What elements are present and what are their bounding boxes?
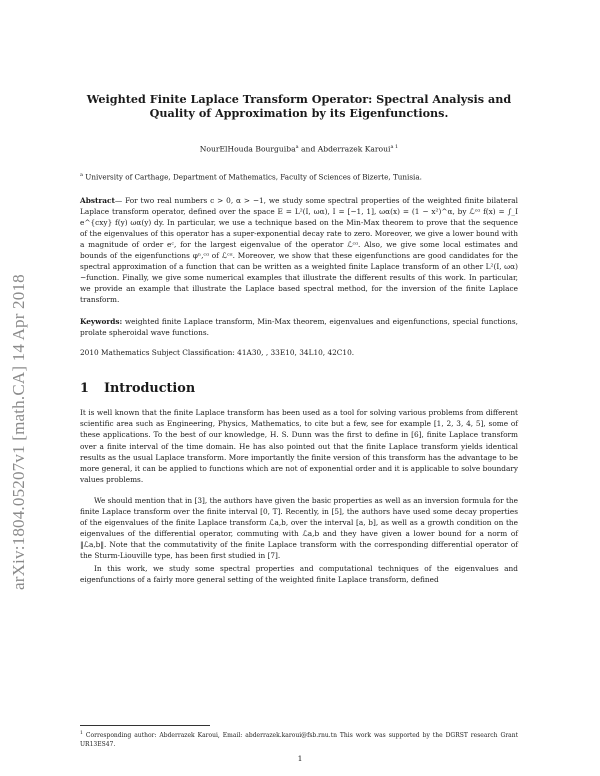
section-number: 1: [80, 381, 89, 397]
abstract: [80, 195, 518, 305]
author-list: [80, 144, 518, 154]
section-title: Introduction: [104, 381, 196, 397]
arxiv-identifier-stamp: arXiv:1804.05207v1 [math.CA] 14 Apr 2018: [9, 274, 28, 590]
paper-title: [80, 92, 518, 120]
footnote: [80, 729, 518, 749]
title-line-1: Weighted Finite Laplace Transform Operator: Spectral Analysis and: [86, 92, 512, 106]
affiliation: [80, 172, 518, 181]
keywords: [80, 316, 518, 338]
keywords-text: weighted finite Laplace transform, Min-Max theorem, eigenvalues and eigenfunctions, special functions, prolate spheroidal wave functions.: [80, 317, 518, 338]
author-name: NourElHouda Bourguiba: [199, 144, 296, 154]
body-paragraph: It is well known that the finite Laplace transform has been used as a tool for solving various problems from different scientific area such as Engineering, Physics, Mathematics, to cite but a few, see for example [1, 2, 3, 4, 5], some of these applications. To the best of our knowledge, H. S. Dunn was the first to define in [6], finite Laplace transform over a finite interval of the time domain. He has also pointed out that the finite Laplace transform yields identical results as the usual Laplace transform. More importantly the finite version of this transform has the advantage to be more general, it can be applied to functions which are not of exponential order and it is applicable to solve boundary values problems.: [80, 408, 518, 484]
affiliation-text: University of Carthage, Department of Mathematics, Faculty of Sciences of Bizerte, Tunisia.: [85, 171, 422, 181]
footnote-text: Corresponding author: Abderrazek Karoui, Email: abderrazek.karoui@fsb.rnu.tn This work was supported by the DGRST research Grant UR13ES47.: [80, 732, 518, 748]
affiliation-marker: a: [80, 171, 83, 178]
title-line-2: Quality of Approximation by its Eigenfunctions.: [149, 106, 449, 120]
subject-classification: 2010 Mathematics Subject Classification: 41A30, , 33E10, 34L10, 42C10.: [80, 348, 355, 358]
abstract-text: — For two real numbers c > 0, α > −1, we study some spectral properties of the weighted finite bilateral Laplace transform operator, defined over the space E = L²(I, ωα), I = [−1, 1], ωα(x) = (1 − x²)^α, by ℒᶜᵅ f(x) = ∫_I e^{cxy} f(y) ωα(y) dy. In particular, we use a technique based on the Min-Max theorem to prove that the sequence of the eigenvalues of this operator has a super-exponential decay rate to zero. Moreover, we give a lower bound with a magnitude of order eᶜ, for the largest eigenvalue of the operator ℒᶜᵅ. Also, we give some local estimates and bounds of the eigenfunctions φⁿ,ᶜᵅ of ℒᶜᵅ. Moreover, we show that these eigenfunctions are good candidates for the spectral approximation of a function that can be written as a weighted finite Laplace transform of an other L²(I, ωα)−function. Finally, we give some numerical examples that illustrate the different results of this work. In particular, we provide an example that illustrate the Laplace based spectral method, for the inversion of the finite Laplace transform.: [80, 195, 518, 305]
section-heading: [80, 381, 518, 396]
paper-page: [80, 92, 518, 585]
footnote-divider: [80, 725, 210, 726]
keywords-label: Keywords:: [80, 317, 123, 327]
page-number: 1: [297, 754, 303, 763]
footnote-marker: 1: [80, 731, 83, 736]
affiliation-marker: a 1: [390, 144, 399, 150]
abstract-label: Abstract: [80, 195, 115, 205]
body-paragraph: In this work, we study some spectral properties and computational techniques of the eigenvalues and eigenfunctions of a fairly more general setting of the weighted finite Laplace transform, defined: [80, 564, 518, 585]
affiliation-marker: a: [295, 144, 299, 150]
author-name: Abderrazek Karoui: [317, 144, 391, 154]
body-paragraph: We should mention that in [3], the authors have given the basic properties as well as an inversion formula for the finite Laplace transform over the finite interval [0, T]. Recently, in [5], the authors have used some decay properties of the eigenvalues of the finite Laplace transform ℒa,b, over the interval [a, b], as well as a growth condition on the eigenvalues of the differential operator, commuting with ℒa,b and they have given a lower bound for a norm of ‖ℒa,b‖. Note that the commutativity of the finite Laplace transform with the corresponding differential operator of the Sturm-Liouville type, has been first studied in [7].: [80, 495, 518, 560]
author-conjunction: and: [298, 144, 318, 154]
